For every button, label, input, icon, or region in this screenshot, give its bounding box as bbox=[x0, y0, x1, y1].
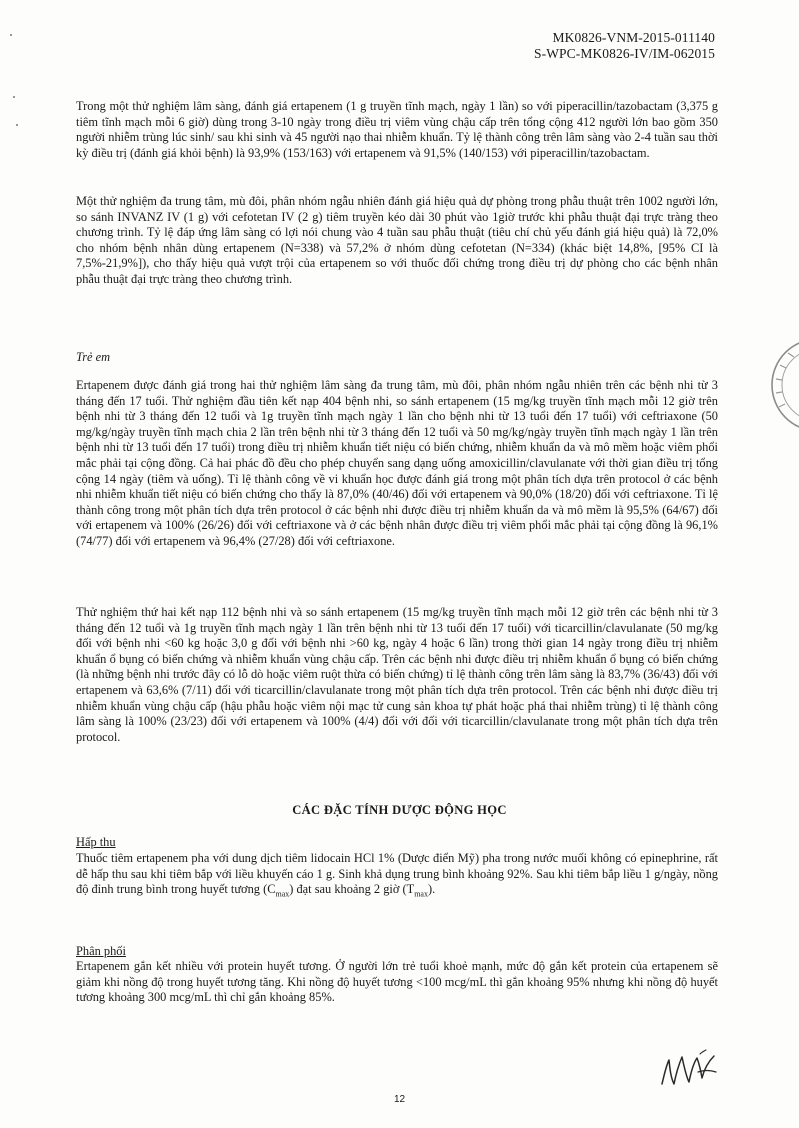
section-heading-pharmacokinetics: CÁC ĐẶC TÍNH DƯỢC ĐỘNG HỌC bbox=[292, 803, 507, 817]
scan-speck bbox=[16, 124, 18, 126]
subheading-children: Trẻ em bbox=[76, 350, 111, 364]
subsection-title-distribution: Phân phối bbox=[76, 944, 126, 958]
tmax-subscript: max bbox=[414, 889, 428, 899]
partial-circular-stamp-icon bbox=[768, 335, 799, 440]
absorption-text-a: Thuốc tiêm ertapenem pha với dung dịch tiêm lidocain HCl 1% (Dược điển Mỹ) pha trong nước muối không có epinephrine, rất dễ hấp thu sau khi tiêm bắp với liều khuyến cáo 1 g. Sinh khả dụng trung bình khoảng 92%. Sau khi tiêm bắp liều 1 g/ngày, nồng độ đỉnh trung bình trong huyết tương (C bbox=[76, 851, 718, 897]
paragraph-absorption bbox=[76, 851, 718, 902]
paragraph-distribution: Ertapenem gắn kết nhiều với protein huyết tương. Ở người lớn trẻ tuổi khoẻ mạnh, mức độ gắn kết protein của ertapenem sẽ giảm khi nồng độ trong huyết tương tăng. Khi nồng độ huyết tương <100 mcg/mL thì gắn khoảng 95% nhưng khi nồng độ huyết tương khoảng 300 mcg/mL thì chỉ gắn khoảng 85%. bbox=[76, 959, 718, 1005]
page-number: 12 bbox=[393, 1094, 406, 1105]
handwritten-signature-icon bbox=[660, 1048, 718, 1095]
absorption-text-c: ). bbox=[427, 882, 436, 897]
scan-speck bbox=[13, 96, 15, 98]
subsection-title-absorption: Hấp thu bbox=[76, 835, 116, 849]
paragraph-pediatric-trial-2: Thử nghiệm thứ hai kết nạp 112 bệnh nhi và so sánh ertapenem (15 mg/kg truyền tĩnh mạch mỗi 12 giờ trên các bệnh nhi từ 3 tháng đến 12 tuổi và 1g truyền tĩnh mạch ngày 1 lần trên bệnh nhi từ 13 tuổi đến 17 tuổi) với ticarcillin/clavulanate (50 mg/kg đối với bệnh nhi <60 kg hoặc 3,0 g đối với bệnh nhi >60 kg, ngày 4 hoặc 6 lần) trong thời gian 14 ngày trong điều trị nhiễm khuẩn ổ bụng có biến chứng và nhiễm khuẩn vùng chậu cấp. Trên các bệnh nhi được điều trị nhiễm khuẩn ổ bụng có biến chứng (là những bệnh nhi trước đây có lỗ dò hoặc viêm ruột thừa có biến chứng) tỉ lệ thành công trên lâm sàng là 83,7% (36/43) đối với ertapenem và 63,6% (7/11) đối với ticarcillin/clavulanate trong một phân tích dựa trên protocol. Trên các bệnh nhi được điều trị nhiễm khuẩn vùng chậu cấp (hậu phẫu hoặc viêm nội mạc tử cung sản khoa tự phát hoặc phá thai nhiễm trùng) tỉ lệ thành công lâm sàng là 100% (23/23) đối với ertapenem và 100% (4/4) đối với đối với ticarcillin/clavulanate trong một phân tích dựa trên protocol. bbox=[76, 605, 718, 744]
paragraph-surgical-prophylaxis-trial: Một thử nghiệm đa trung tâm, mù đôi, phân nhóm ngẫu nhiên đánh giá hiệu quả dự phòng trong phẫu thuật trên 1002 người lớn, so sánh INVANZ IV (1 g) với cefotetan IV (2 g) tiêm truyền kéo dài 30 phút vào 1giờ trước khi phẫu thuật đại trực tràng theo chương trình. Tỷ lệ đáp ứng lâm sàng có lợi nói chung vào 4 tuần sau phẫu thuật (tiêu chí chủ yếu đánh giá hiệu quả) là 72,0% cho nhóm bệnh nhân dùng ertapenem (N=338) và 57,2% ở nhóm dùng cefotetan (N=334) (khác biệt 14,8%, [95% CI là 7,5%-21,9%]), cho thấy hiệu quả vượt trội của ertapenem so với thuốc đối chứng trong điều trị dự phòng cho các bệnh nhân phẫu thuật đại trực tràng theo chương trình. bbox=[76, 194, 718, 286]
document-code-line2: S-WPC-MK0826-IV/IM-062015 bbox=[534, 46, 715, 61]
paragraph-pelvic-infection-trial: Trong một thử nghiệm lâm sàng, đánh giá ertapenem (1 g truyền tĩnh mạch, ngày 1 lần) so với piperacillin/tazobactam (3,375 g tiêm tĩnh mạch mỗi 6 giờ) dùng trong 3-10 ngày trong điều trị viêm vùng chậu cấp trên tổng cộng 412 người lớn bao gồm 350 người nhiễm trùng lúc sinh/ sau khi sinh và 45 người nạo thai nhiễm khuẩn. Tỷ lệ thành công trên lâm sàng vào 2-4 tuần sau thời kỳ điều trị (đánh giá khỏi bệnh) là 93,9% (153/163) với ertapenem và 91,5% (140/153) với piperacillin/tazobactam. bbox=[76, 99, 718, 160]
paragraph-pediatric-trial-1: Ertapenem được đánh giá trong hai thử nghiệm lâm sàng đa trung tâm, mù đôi, phân nhóm ngẫu nhiên trên các bệnh nhi từ 3 tháng đến 17 tuổi. Thử nghiệm đầu tiên kết nạp 404 bệnh nhi, so sánh ertapenem (15 mg/kg truyền tĩnh mạch mỗi 12 giờ trên bệnh nhi từ 3 tháng đến 12 tuổi và 1g truyền tĩnh mạch ngày 1 lần cho bệnh nhi từ 13 tuổi đến 17 tuổi) với ceftriaxone (50 mg/kg/ngày truyền tĩnh mạch chia 2 lần trên bệnh nhi từ 3 tháng đến 12 tuổi và 50 mg/kg/ngày truyền tĩnh mạch ngày 1 lần trên bệnh nhi từ 13 tuổi đến 17 tuổi) trong điều trị nhiễm khuẩn tiết niệu có biến chứng, nhiễm khuẩn da và mô mềm hoặc viêm phổi mắc phải tại cộng đồng. Cả hai phác đồ đều cho phép chuyển sang dạng uống amoxicillin/clavulanate với thời gian điều trị tổng cộng 14 ngày (tiêm và uống). Tỉ lệ thành công về vi khuẩn học được đánh giá trong một phân tích dựa trên protocol ở các bệnh nhi nhiễm khuẩn tiết niệu có biến chứng cho thấy là 87,0% (40/46) đối với ertapenem và 90,0% (18/20) đối với ceftriaxone. Tỉ lệ thành công trong một phân tích dựa trên protocol ở các bệnh nhi được điều trị nhiễm khuẩn da và mô mềm là 95,5% (64/67) đối với ertapenem và 100% (26/26) đối với ceftriaxone và ở các bệnh nhân được điều trị viêm phổi mắc phải tại cộng đồng là 96,1% (74/77) đối với ertapenem và 96,4% (27/28) đối với ceftriaxone. bbox=[76, 378, 718, 548]
cmax-subscript: max bbox=[275, 889, 290, 899]
scan-speck bbox=[10, 34, 12, 36]
absorption-text-b: ) đạt sau khoảng 2 giờ (T bbox=[289, 882, 415, 897]
document-code-line1: MK0826-VNM-2015-011140 bbox=[552, 30, 715, 45]
